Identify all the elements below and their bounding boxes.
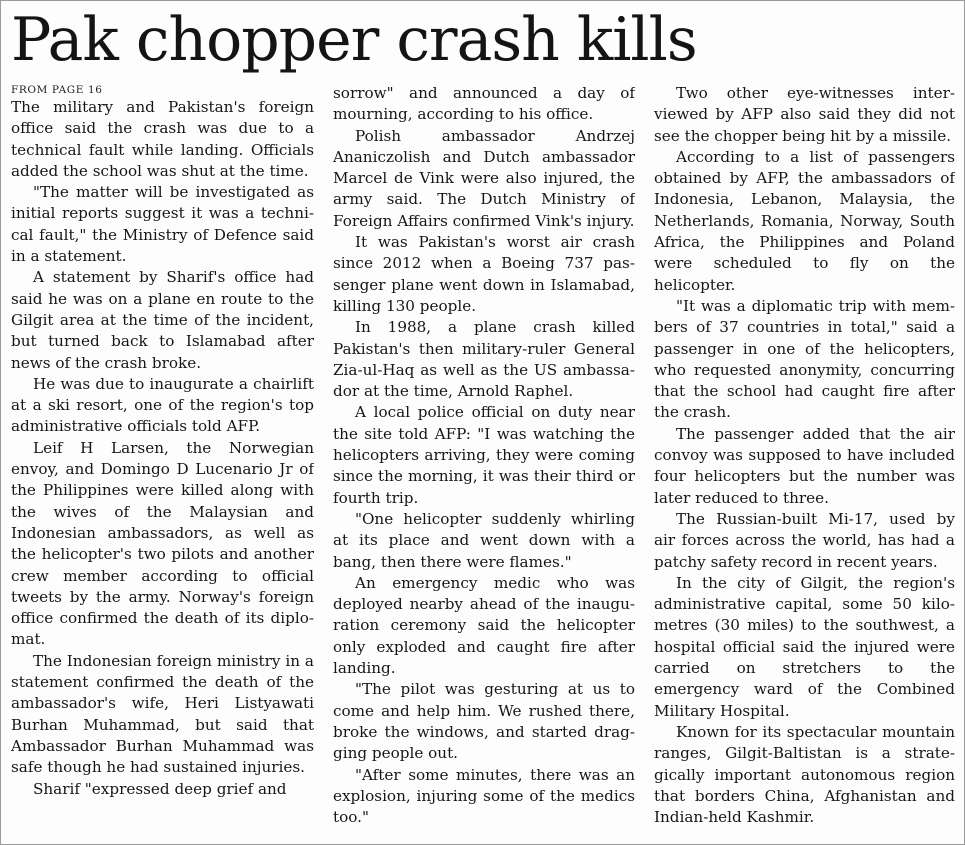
paragraph: "It was a diplomatic trip with members of 37 countries in total," said a passenger in one of the helicopters, who requested anonymity, concurring that the school had caught fire after the crash.: [654, 296, 955, 422]
paragraph: The military and Pakistan's foreign office said the crash was due to a technical fault while landing. Officials added the school was shut at the time.: [11, 98, 314, 180]
paragraph: Sharif "expressed deep grief and: [33, 779, 287, 798]
paragraph: Leif H Larsen, the Norwegian envoy, and Domingo D Lucenario Jr of the Philippines were killed along with the wives of the Malaysian and Indonesian ambassadors, as well as the helicopter's two pilots and another crew member according to official tweets by the army. Norway's foreign office confirmed the death of its diplomat.: [11, 438, 314, 649]
paragraph: A statement by Sharif's office had said he was on a plane en route to the Gilgit area at the time of the incident, but turned back to Islamabad after news of the crash broke.: [11, 268, 314, 372]
paragraph: The passenger added that the air convoy was supposed to have included four helicopters but the number was later reduced to three.: [654, 424, 955, 507]
paragraph: A local police official on duty near the site told AFP: "I was watching the helicopters arriving, they were coming since the morning, it was their third or fourth trip.: [333, 403, 635, 507]
jump-line: FROM PAGE 16: [11, 84, 103, 96]
paragraph: In the city of Gilgit, the region's administrative capital, some 50 kilometres (30 miles) to the southwest, a hospital official said the injured were carried on stretchers to the emergency ward of the Combined Military Hospital.: [654, 573, 955, 720]
paragraph: "The pilot was gesturing at us to come and help him. We rushed there, broke the windows, and started dragging people out.: [333, 680, 635, 763]
paragraph: According to a list of passengers obtained by AFP, the ambassadors of Indonesia, Lebanon, Malaysia, the Netherlands, Romania, Norway, South Africa, the Philippines and Poland were scheduled to fly on the helicopter.: [654, 147, 955, 294]
paragraph: The Russian-built Mi-17, used by air forces across the world, has had a patchy safety record in recent years.: [654, 509, 955, 571]
paragraph: The Indonesian foreign ministry in a statement confirmed the death of the ambassador's wife, Heri Listyawati Burhan Muhammad, but said that Ambassador Burhan Muhammad was safe though he had sustained injuries.: [11, 651, 314, 777]
paragraph: He was due to inaugurate a chairlift at a ski resort, one of the region's top administrative officials told AFP.: [11, 374, 314, 436]
headline: Pak chopper crash kills: [11, 5, 697, 75]
paragraph: Polish ambassador Andrzej Ananiczolish and Dutch ambassador Marcel de Vink were also injured, the army said. The Dutch Ministry of Foreign Affairs confirmed Vink's injury.: [333, 126, 635, 230]
article-column-3: [654, 83, 955, 828]
paragraph: Known for its spectacular mountain ranges, Gilgit-Baltistan is a strategically important autonomous region that borders China, Afghanistan and Indian-held Kashmir.: [654, 722, 955, 827]
paragraph: "One helicopter suddenly whirling at its place and went down with a bang, then there were flames.": [333, 509, 635, 571]
paragraph: "The matter will be investigated as initial reports suggest it was a technical fault," the Ministry of Defence said in a statement.: [11, 183, 314, 266]
paragraph: In 1988, a plane crash killed Pakistan's then military-ruler General Zia-ul-Haq as well as the US ambassador at the time, Arnold Raphel.: [333, 318, 635, 401]
paragraph: "After some minutes, there was an explosion, injuring some of the medics too.": [333, 765, 635, 827]
paragraph: An emergency medic who was deployed nearby ahead of the inauguration ceremony said the helicopter only exploded and caught fire after landing.: [333, 573, 635, 678]
article-column-1: [11, 83, 314, 800]
article-column-2: [333, 83, 635, 828]
paragraph: sorrow" and announced a day of mourning, according to his office.: [333, 84, 635, 124]
paragraph: Two other eye-witnesses interviewed by AFP also said they did not see the chopper being hit by a missile.: [654, 84, 955, 145]
paragraph: It was Pakistan's worst air crash since 2012 when a Boeing 737 passenger plane went down in Islamabad, killing 130 people.: [333, 233, 635, 315]
